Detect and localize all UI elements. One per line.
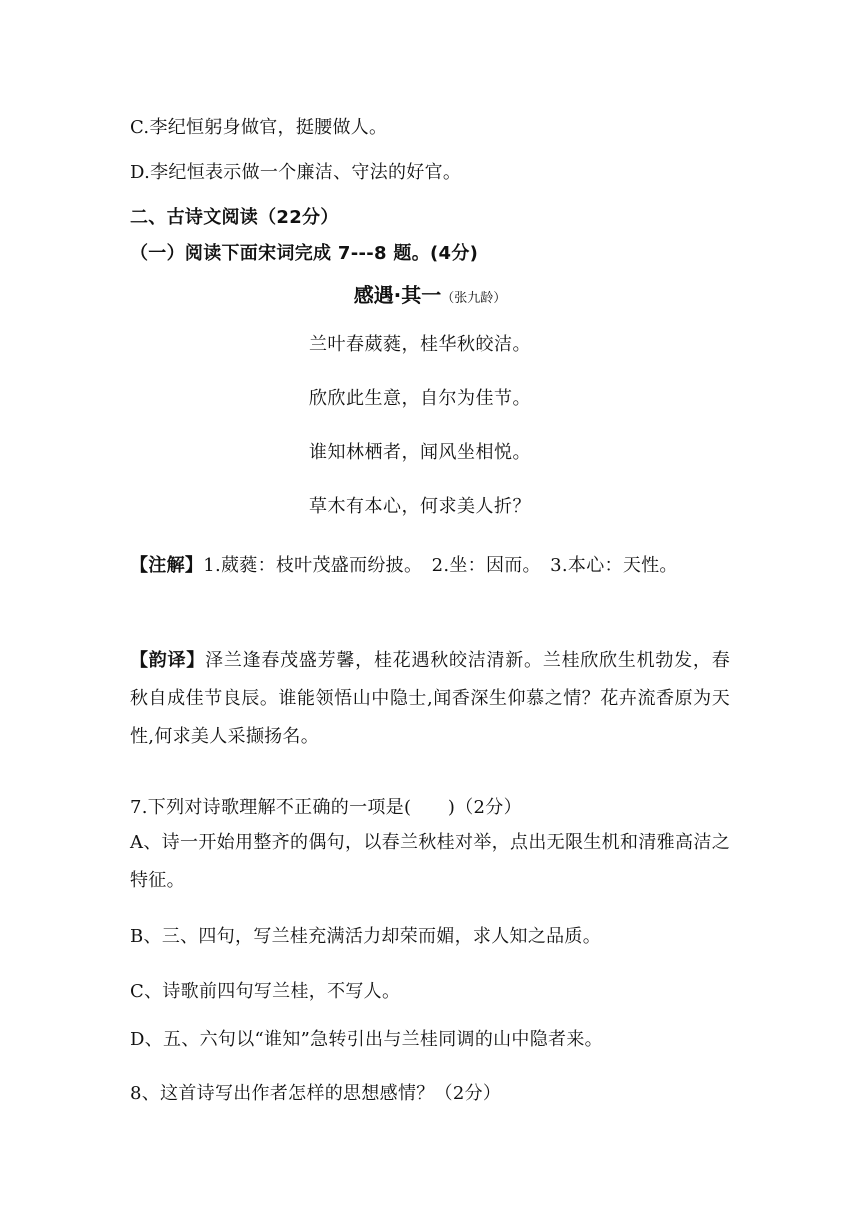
question-7-stem: 7.下列对诗歌理解不正确的一项是( )（2分） <box>130 797 522 818</box>
poem-line-4: 草木有本心，何求美人折？ <box>309 496 531 517</box>
poem-line-1: 兰叶春葳蕤，桂华秋皎洁。 <box>309 334 531 355</box>
question-7-option-a: A、诗一开始用整齐的偶句，以春兰秋桂对举，点出无限生机和清雅高洁之特征。 <box>130 832 730 891</box>
question-7-option-b: B、三、四句，写兰桂充满活力却荣而媚，求人知之品质。 <box>130 926 602 947</box>
poem-line-3: 谁知林栖者，闻风坐相悦。 <box>309 442 531 463</box>
translation-label: 【韵译】 <box>130 650 206 671</box>
poem-title-block <box>0 279 860 308</box>
translation-text: 泽兰逢春茂盛芳馨，桂花遇秋皎洁清新。兰桂欣欣生机勃发，春秋自成佳节良辰。谁能领悟山中隐士,闻香深生仰慕之情？花卉流香原为天性,何求美人采撷扬名。 <box>130 650 730 747</box>
notes-paragraph <box>130 547 730 585</box>
question-7-option-d: D、五、六句以“谁知”急转引出与兰桂同调的山中隐者来。 <box>130 1029 603 1050</box>
poem-author: （张九龄） <box>441 291 507 306</box>
section-heading: 二、古诗文阅读（22分） <box>130 207 339 228</box>
option-c-prev: C.李纪恒躬身做官，挺腰做人。 <box>130 117 388 138</box>
sub-section-heading: （一）阅读下面宋词完成 7---8 题。(4分) <box>130 243 479 264</box>
poem-title: 感遇·其一 <box>353 283 442 307</box>
question-8-stem: 8、这首诗写出作者怎样的思想感情？（2分） <box>130 1083 502 1104</box>
option-d-prev: D.李纪恒表示做一个廉洁、守法的好官。 <box>130 162 462 183</box>
notes-text: 1.葳蕤：枝叶茂盛而纷披。 2.坐：因而。 3.本心：天性。 <box>203 555 678 576</box>
notes-label: 【注解】 <box>130 555 204 576</box>
translation-paragraph <box>130 642 730 756</box>
poem-line-2: 欣欣此生意，自尔为佳节。 <box>309 388 531 409</box>
question-7-option-c: C、诗歌前四句写兰桂，不写人。 <box>130 981 401 1002</box>
